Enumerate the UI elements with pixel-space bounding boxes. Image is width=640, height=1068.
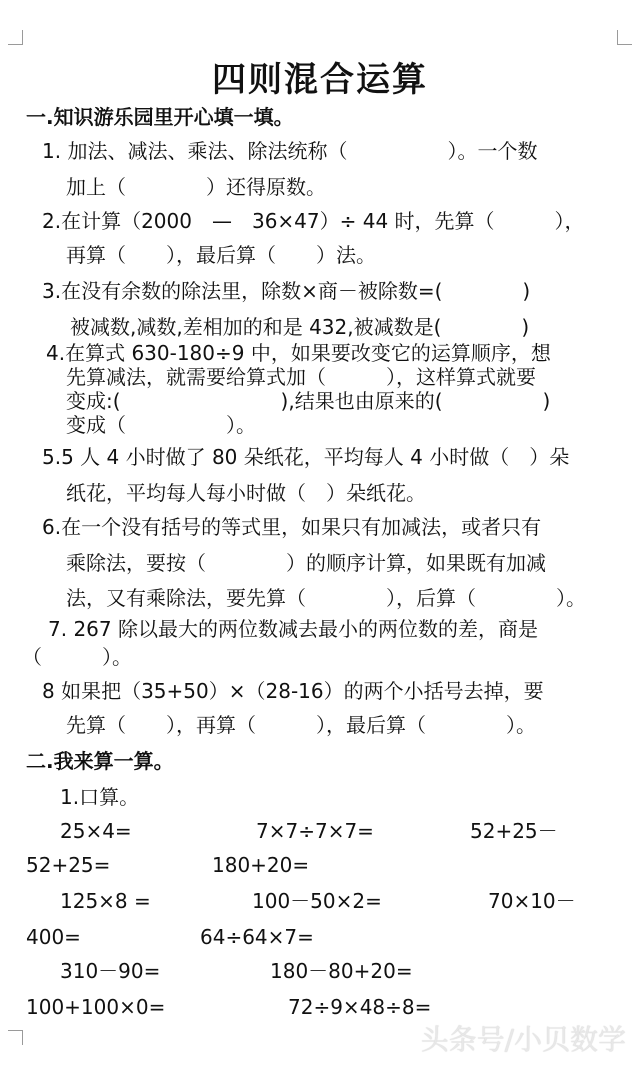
expression-12: 180－80+20= — [270, 959, 413, 983]
section-heading-2: 二.我来算一算。 — [26, 749, 174, 773]
expression-13: 100+100×0= — [26, 995, 166, 1019]
expression-4: 52+25= — [26, 853, 111, 877]
expression-11: 310－90= — [60, 959, 161, 983]
question-7-line-2: （ ）。 — [22, 645, 132, 669]
expression-7: 100－50×2= — [252, 889, 382, 913]
expression-1: 25×4= — [60, 819, 132, 843]
oral-calc-title: 1.口算。 — [60, 785, 140, 809]
question-4-line-1: 4.在算式 630-180÷9 中，如果要改变它的运算顺序，想 — [46, 341, 551, 365]
question-4-line-4: 变成（ ）。 — [66, 413, 256, 437]
question-6-line-1: 6.在一个没有括号的等式里，如果只有加减法，或者只有 — [42, 515, 542, 539]
page-title: 四则混合运算 — [212, 60, 428, 100]
question-8-line-2: 先算（ ），再算（ ），最后算（ ）。 — [66, 713, 536, 737]
question-5-line-1: 5.5 人 4 小时做了 80 朵纸花，平均每人 4 小时做（ ）朵 — [42, 445, 570, 469]
question-1-line-1: 1. 加法、减法、乘法、除法统称（ ）。一个数 — [42, 139, 538, 163]
question-4-line-3: 变成:( ),结果也由原来的( ) — [66, 389, 551, 413]
question-4-line-2: 先算减法，就需要给算式加（ ），这样算式就要 — [66, 365, 536, 389]
question-2-line-2: 再算（ ），最后算（ ）法。 — [66, 243, 376, 267]
expression-8: 70×10－ — [488, 889, 576, 913]
question-3-line-1: 3.在没有余数的除法里，除数×商－被除数=( ) — [42, 279, 531, 303]
expression-2: 7×7÷7×7= — [256, 819, 374, 843]
expression-14: 72÷9×48÷8= — [288, 995, 432, 1019]
expression-10: 64÷64×7= — [200, 925, 314, 949]
question-5-line-2: 纸花，平均每人每小时做（ ）朵纸花。 — [66, 481, 426, 505]
question-6-line-2: 乘除法，要按（ ）的顺序计算，如果既有加减 — [66, 551, 546, 575]
question-7-line-1: 7. 267 除以最大的两位数减去最小的两位数的差，商是 — [48, 617, 538, 641]
question-1-line-2: 加上（ ）还得原数。 — [66, 175, 326, 199]
section-heading-1: 一.知识游乐园里开心填一填。 — [26, 105, 294, 129]
expression-5: 180+20= — [212, 853, 310, 877]
question-2-line-1: 2.在计算（2000 — 36×47）÷ 44 时，先算（ ）， — [42, 209, 585, 233]
watermark-text: 头条号/小贝数学 — [420, 1023, 626, 1056]
question-8-line-1: 8 如果把（35+50）×（28-16）的两个小括号去掉，要 — [42, 679, 544, 703]
question-3-line-2: 被减数,减数,差相加的和是 432,被减数是( ) — [70, 315, 530, 339]
corner-mark-top-right — [617, 30, 632, 45]
corner-mark-top-left — [8, 30, 23, 45]
expression-6: 125×8 = — [60, 889, 151, 913]
corner-mark-bottom-left — [8, 1030, 23, 1045]
expression-3: 52+25－ — [470, 819, 558, 843]
question-6-line-3: 法，又有乘除法，要先算（ ），后算（ ）。 — [66, 586, 586, 610]
expression-9: 400= — [26, 925, 81, 949]
